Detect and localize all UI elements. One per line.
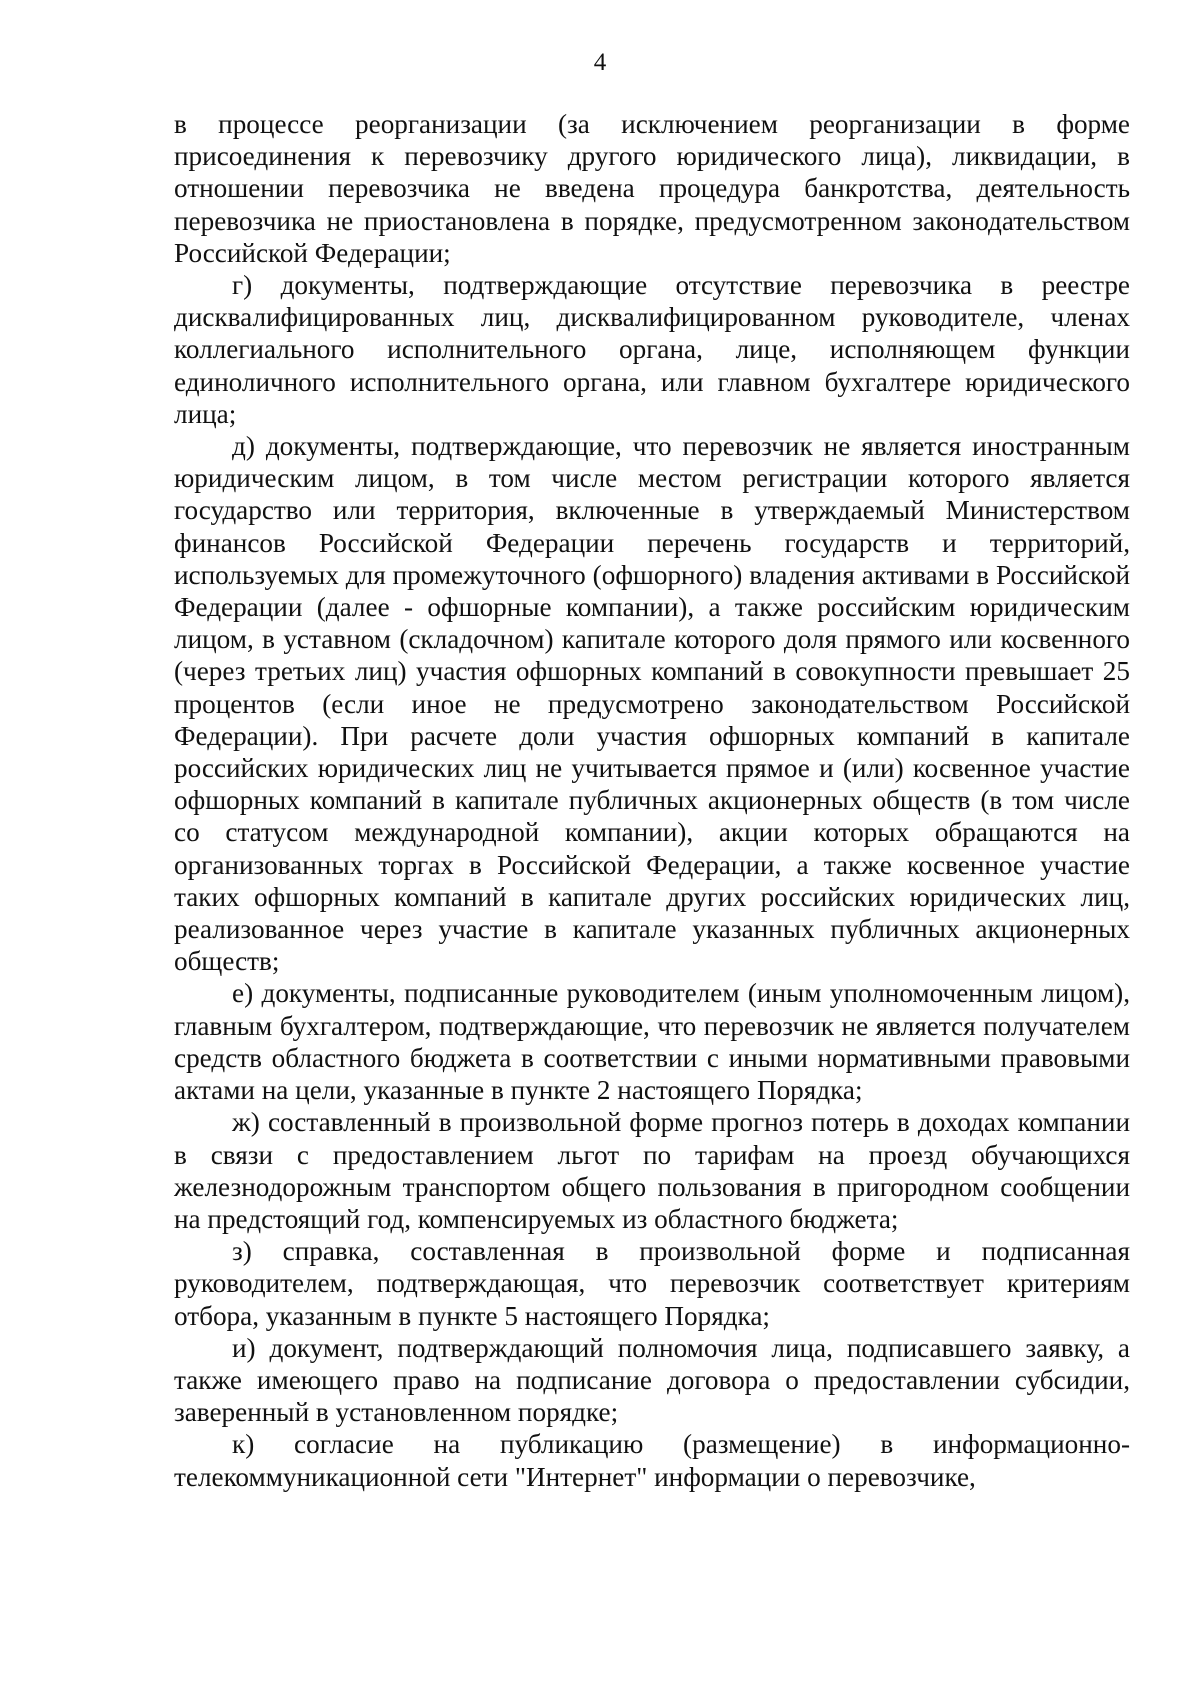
- paragraph-item-zh: ж) составленный в произвольной форме прогноз потерь в доходах компании в связи с предоставлением льгот по тарифам на проезд обучающихся железнодорожным транспортом общего пользования в пригородном сообщении на предстоящий год, компенсируемых из областного бюджета;: [174, 1107, 1130, 1234]
- paragraph-continuation: в процессе реорганизации (за исключением реорганизации в форме присоединения к перевозчику другого юридического лица), ликвидации, в отношении перевозчика не введена процедура банкротства, деятельность перевозчика не приостановлена в порядке, предусмотренном законодательством Российской Федерации;: [174, 109, 1130, 268]
- page-number: 4: [593, 49, 607, 76]
- paragraph-item-z: з) справка, составленная в произвольной форме и подписанная руководителем, подтверждающая, что перевозчик соответствует критериям отбора, указанным в пункте 5 настоящего Порядка;: [174, 1236, 1130, 1331]
- paragraph-item-i: и) документ, подтверждающий полномочия лица, подписавшего заявку, а также имеющего право на подписание договора о предоставлении субсидии, заверенный в установленном порядке;: [174, 1332, 1130, 1428]
- paragraph-item-e: е) документы, подписанные руководителем (иным уполномоченным лицом), главным бухгалтером, подтверждающие, что перевозчик не является получателем средств областного бюджета в соответствии с иными нормативными правовыми актами на цели, указанные в пункте 2 настоящего Порядка;: [174, 978, 1130, 1106]
- paragraph-item-k: к) согласие на публикацию (размещение) в информационно-телекоммуникационной сети "Интернет" информации о перевозчике,: [174, 1429, 1130, 1492]
- paragraph-item-g: г) документы, подтверждающие отсутствие перевозчика в реестре дисквалифицированных лиц, дисквалифицированном руководителе, членах коллегиального исполнительного органа, лице, исполняющем функции единоличного исполнительного органа, или главном бухгалтере юридического лица;: [174, 270, 1130, 429]
- document-body: [174, 108, 1130, 1493]
- paragraph-item-d: д) документы, подтверждающие, что перевозчик не является иностранным юридическим лицом, в том числе местом регистрации которого является государство или территория, включенные в утверждаемый Министерством финансов Российской Федерации перечень государств и территорий, используемых для промежуточного (офшорного) владения активами в Российской Федерации (далее - офшорные компании), а также российским юридическим лицом, в уставном (складочном) капитале которого доля прямого или косвенного (через третьих лиц) участия офшорных компаний в совокупности превышает 25 процентов (если иное не предусмотрено законодательством Российской Федерации). При расчете доли участия офшорных компаний в капитале российских юридических лиц не учитывается прямое и (или) косвенное участие офшорных компаний в капитале публичных акционерных обществ (в том числе со статусом международной компании), акции которых обращаются на организованных торгах в Российской Федерации, а также косвенное участие таких офшорных компаний в капитале других российских юридических лиц, реализованное через участие в капитале указанных публичных акционерных обществ;: [174, 431, 1130, 977]
